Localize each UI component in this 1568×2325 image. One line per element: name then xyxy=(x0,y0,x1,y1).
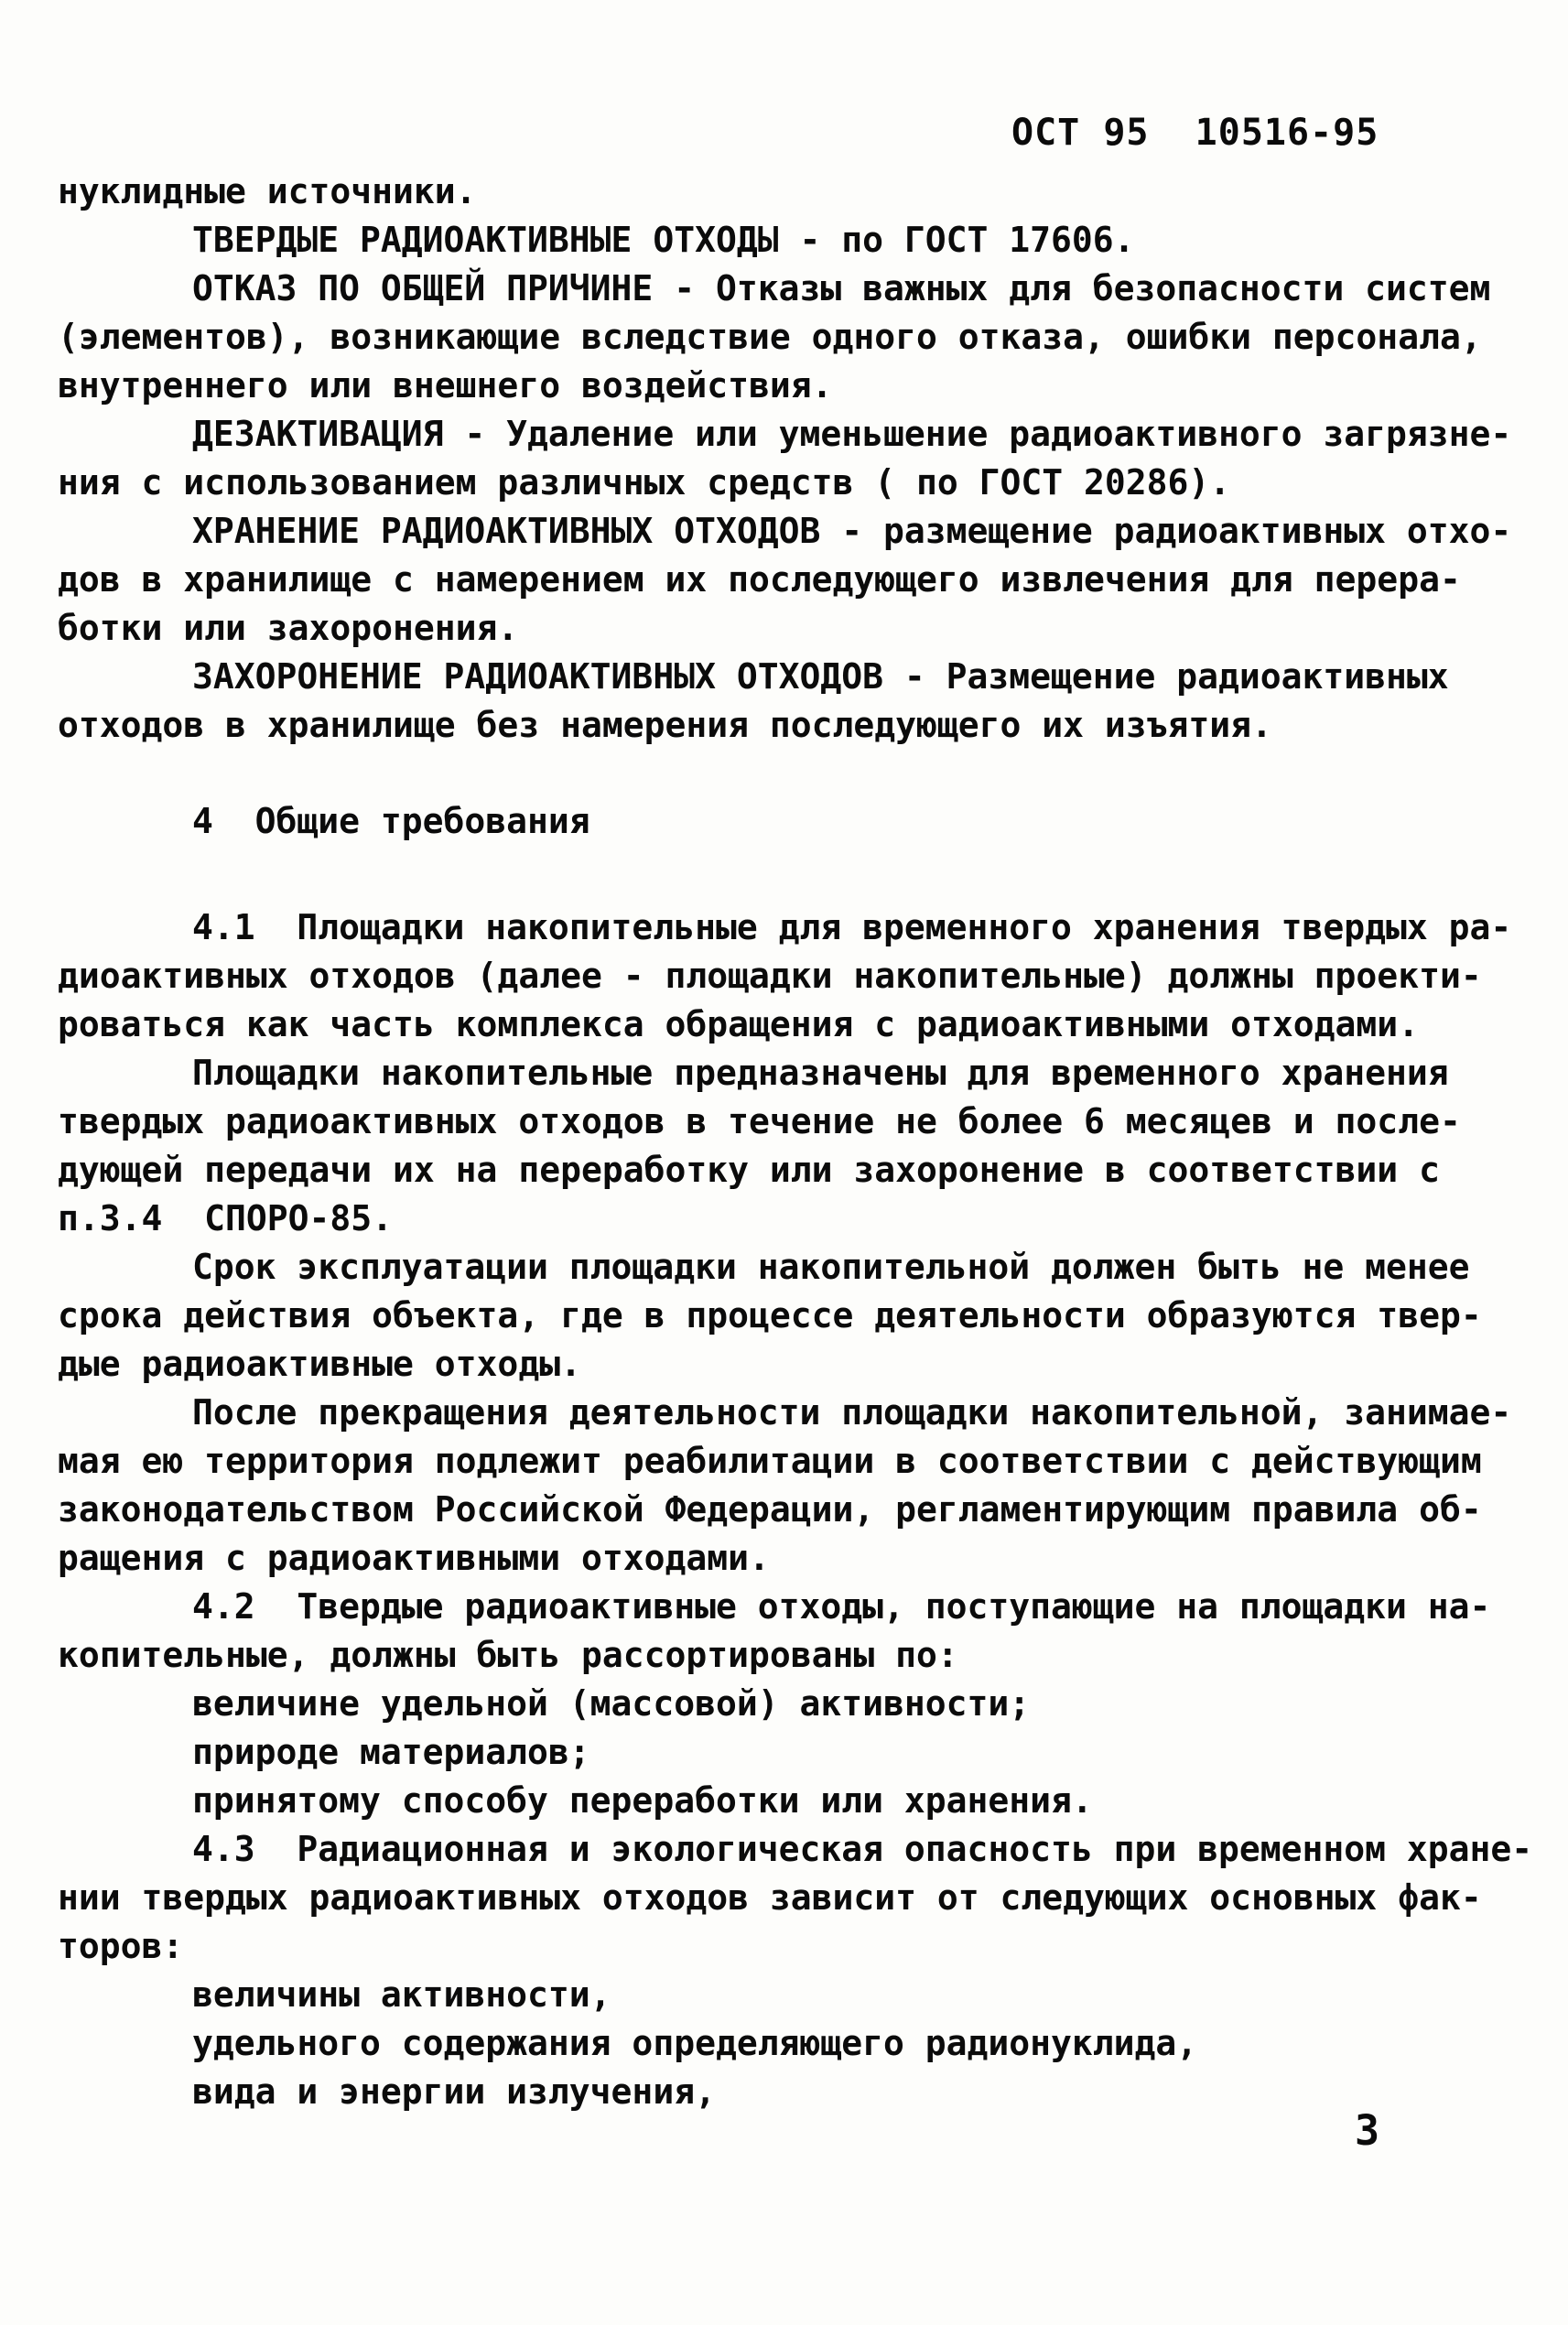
text-line: природе материалов; xyxy=(192,1732,590,1772)
text-line: нуклидные источники. xyxy=(58,171,477,211)
text-line: срока действия объекта, где в процессе деятельности образуются твер- xyxy=(58,1295,1482,1336)
page-number: 3 xyxy=(1355,2106,1380,2155)
text-line: ДЕЗАКТИВАЦИЯ - Удаление или уменьшение радиоактивного загрязне- xyxy=(192,414,1512,454)
text-line: нии твердых радиоактивных отходов зависит от следующих основных фак- xyxy=(58,1877,1482,1918)
text-line: вида и энергии излучения, xyxy=(192,2071,716,2112)
text-line: 4.3 Радиационная и экологическая опасность при временном хране- xyxy=(192,1829,1533,1869)
text-line: ХРАНЕНИЕ РАДИОАКТИВНЫХ ОТХОДОВ - размещение радиоактивных отхо- xyxy=(192,511,1512,551)
document-body xyxy=(58,168,1533,2116)
section-heading: 4 Общие требования xyxy=(192,801,590,841)
text-line: величине удельной (массовой) активности; xyxy=(192,1683,1031,1724)
text-line: величины активности, xyxy=(192,1974,611,2015)
text-line: торов: xyxy=(58,1926,184,1966)
text-line: Срок эксплуатации площадки накопительной должен быть не менее xyxy=(192,1247,1470,1287)
text-line: дые радиоактивные отходы. xyxy=(58,1344,581,1384)
text-line: ЗАХОРОНЕНИЕ РАДИОАКТИВНЫХ ОТХОДОВ - Размещение радиоактивных xyxy=(192,656,1449,697)
text-line: ОТКАЗ ПО ОБЩЕЙ ПРИЧИНЕ - Отказы важных для безопасности систем xyxy=(192,268,1491,308)
text-line: твердых радиоактивных отходов в течение не более 6 месяцев и после- xyxy=(58,1101,1461,1141)
text-line: (элементов), возникающие вследствие одного отказа, ошибки персонала, xyxy=(58,317,1482,357)
text-line: ботки или захоронения. xyxy=(58,608,519,648)
text-line: п.3.4 СПОРО-85. xyxy=(58,1198,394,1238)
text-line: диоактивных отходов (далее - площадки накопительные) должны проекти- xyxy=(58,956,1482,996)
text-line: дующей передачи их на переработку или захоронение в соответствии с xyxy=(58,1150,1440,1190)
doc-number: ОСТ 95 10516-95 xyxy=(1011,112,1379,154)
text-line: отходов в хранилище без намерения последующего их изъятия. xyxy=(58,705,1272,745)
text-line: принятому способу переработки или хранения. xyxy=(192,1780,1093,1821)
text-line: Площадки накопительные предназначены для временного хранения xyxy=(192,1053,1449,1093)
text-line: мая ею территория подлежит реабилитации в соответствии с действующим xyxy=(58,1441,1482,1481)
text-line: ния с использованием различных средств ( по ГОСТ 20286). xyxy=(58,462,1231,503)
text-line: ращения с радиоактивными отходами. xyxy=(58,1538,770,1578)
text-line: роваться как часть комплекса обращения с радиоактивными отходами. xyxy=(58,1004,1420,1044)
text-line: ТВЕРДЫЕ РАДИОАКТИВНЫЕ ОТХОДЫ - по ГОСТ 17606. xyxy=(192,220,1135,260)
text-line: внутреннего или внешнего воздействия. xyxy=(58,365,833,406)
text-line: копительные, должны быть рассортированы по: xyxy=(58,1635,958,1675)
text-line: удельного содержания определяющего радионуклида, xyxy=(192,2023,1198,2063)
text-line: 4.1 Площадки накопительные для временного хранения твердых ра- xyxy=(192,907,1512,947)
text-line: 4.2 Твердые радиоактивные отходы, поступающие на площадки на- xyxy=(192,1586,1491,1627)
text-line: дов в хранилище с намерением их последующего извлечения для перера- xyxy=(58,559,1461,600)
text-line: законодательством Российской Федерации, регламентирующим правила об- xyxy=(58,1489,1482,1530)
text-line: После прекращения деятельности площадки накопительной, занимае- xyxy=(192,1392,1512,1433)
